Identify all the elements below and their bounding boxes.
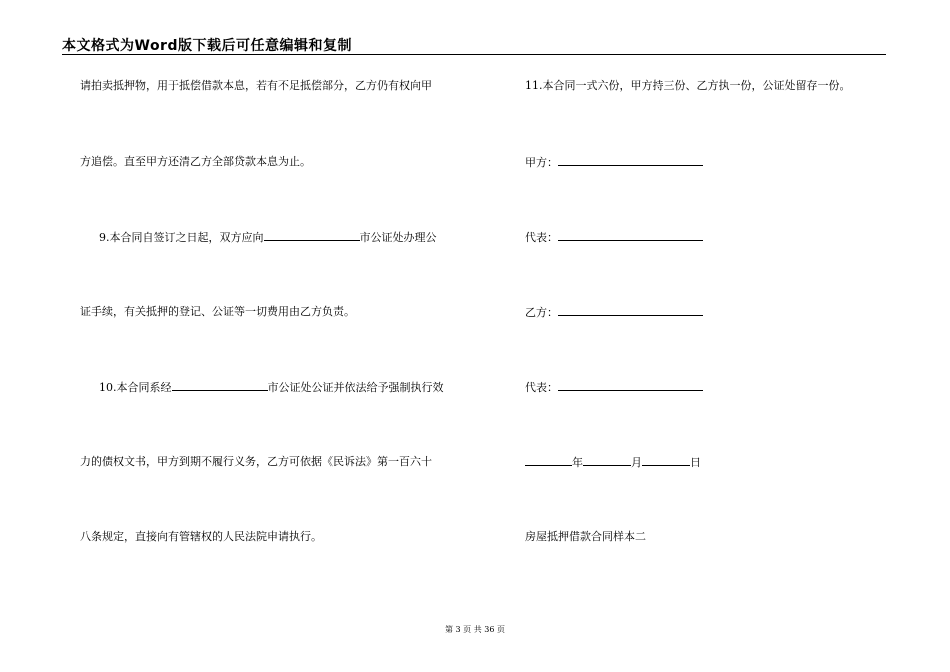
representative-a-signature: [525, 230, 703, 245]
day-label: 日: [690, 456, 701, 469]
representative-b-blank: [558, 380, 703, 391]
header-title: 本文格式为Word版下载后可任意编辑和复制: [62, 38, 352, 54]
date-line: [525, 455, 701, 470]
party-b-label: 乙方：: [525, 306, 558, 319]
representative-a-blank: [558, 230, 703, 241]
party-a-signature: [525, 155, 703, 170]
party-b-signature: [525, 305, 703, 320]
clause-10-text-end: 市公证处公证并依法给予强制执行效: [267, 381, 444, 394]
representative-b-signature: [525, 380, 703, 395]
day-blank: [642, 455, 690, 466]
left-line-1: 请拍卖抵押物，用于抵偿借款本息，若有不足抵偿部分，乙方仍有权向甲: [80, 79, 432, 92]
representative-a-label: 代表：: [525, 231, 558, 244]
clause-10-text-start: 10.本合同系经: [99, 381, 172, 394]
city-blank-1: [264, 230, 360, 241]
clause-9-text-end: 市公证处办理公: [359, 231, 437, 244]
left-line-7: 八条规定，直接向有管辖权的人民法院申请执行。: [80, 530, 322, 543]
clause-11: 11.本合同一式六份，甲方持三份、乙方执一份，公证处留存一份。: [525, 79, 851, 92]
clause-9-text-start: 9.本合同自签订之日起，双方应向: [99, 231, 264, 244]
left-line-6: 力的债权文书，甲方到期不履行义务，乙方可依据《民诉法》第一百六十: [80, 455, 432, 468]
party-a-blank: [558, 155, 703, 166]
left-line-2: 方追偿。直至甲方还清乙方全部贷款本息为止。: [80, 155, 311, 168]
year-label: 年: [572, 456, 583, 469]
city-blank-2: [172, 380, 268, 391]
page-header: [62, 30, 886, 55]
clause-9: [99, 230, 437, 245]
left-line-4: 证手续，有关抵押的登记、公证等一切费用由乙方负责。: [80, 305, 355, 318]
month-label: 月: [631, 456, 642, 469]
year-blank: [525, 455, 572, 466]
party-a-label: 甲方：: [525, 156, 558, 169]
representative-b-label: 代表：: [525, 381, 558, 394]
party-b-blank: [558, 305, 703, 316]
clause-10: [99, 380, 444, 395]
page-number: 第 3 页 共 36 页: [445, 625, 505, 634]
next-section-title: 房屋抵押借款合同样本二: [525, 530, 646, 543]
month-blank: [583, 455, 631, 466]
